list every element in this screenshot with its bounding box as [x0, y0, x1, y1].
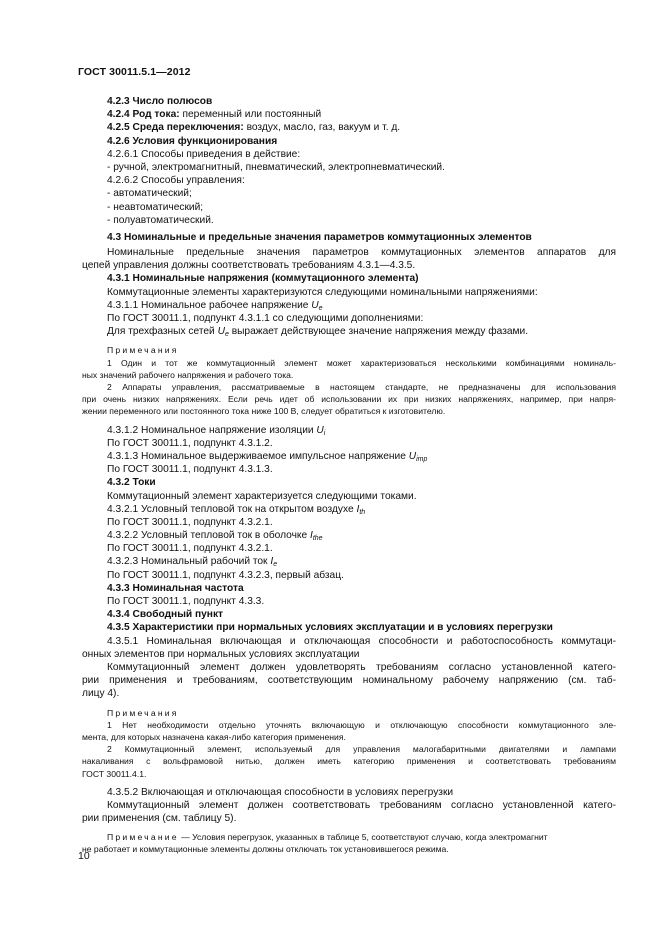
paragraph-line: По ГОСТ 30011.1, подпункт 4.3.2.3, первый абзац. — [107, 569, 344, 581]
list-item: - автоматический; — [107, 188, 192, 200]
paragraph-line — [82, 325, 616, 338]
symbol: I — [309, 530, 313, 542]
paragraph-line: Коммутационный элемент характеризуется следующими токами. — [107, 490, 417, 502]
notes-heading: Примечания — [107, 707, 179, 718]
paragraph-line: Коммутационный элемент должен удовлетворять требованиям согласно установленной катего- — [107, 661, 616, 673]
symbol: U — [311, 299, 319, 311]
paragraph-line: По ГОСТ 30011.1, подпункт 4.3.1.3. — [107, 464, 273, 476]
note-line: ГОСТ 30011.4.1. — [82, 768, 147, 779]
note-line: 2 Аппараты управления, рассматриваемые в настоящем стандарте, не предназначены для использования — [107, 381, 616, 392]
clause-text: 4.3.2.3 Номинальный рабочий ток — [107, 556, 271, 568]
symbol-subscript: e — [224, 331, 229, 339]
clause-4-3-1-2 — [82, 424, 616, 437]
clause-text: 4.3.1.3 Номинальное выдерживаемое импульсное напряжение — [107, 450, 409, 462]
clause-4-3-4: 4.3.4 Свободный пункт — [107, 609, 224, 621]
clause-title: 4.2.4 Род тока: — [107, 109, 180, 121]
clause-text: Для трехфазных сетей — [107, 326, 218, 338]
clause-4-3-1-1 — [82, 299, 616, 312]
note-line: мента, для которых назначена какая-либо категория применения. — [82, 731, 346, 742]
clause-4-2-4 — [82, 108, 616, 121]
section-4-3-heading: 4.3 Номинальные и предельные значения параметров коммутационных элементов — [107, 231, 532, 243]
paragraph-line: Коммутационные элементы характеризуются следующими номинальными напряжениями: — [107, 286, 538, 298]
paragraph-line: цепей управления должны соответствовать требованиям 4.3.1—4.3.5. — [82, 260, 416, 272]
clause-4-2-6-2: 4.2.6.2 Способы управления: — [107, 175, 245, 187]
clause-text: 4.3.2.2 Условный тепловой ток в оболочке — [107, 530, 310, 542]
page-body — [82, 95, 616, 856]
note-text: — Условия перегрузок, указанных в таблице 5, соответствуют случаю, когда электромагнит — [178, 832, 548, 843]
symbol-subscript: imp — [416, 455, 428, 463]
symbol: I — [356, 503, 360, 515]
page-header: ГОСТ 30011.5.1—2012 — [78, 66, 191, 78]
paragraph-line: рии применения и требованиям, соответствующим номинальному рабочему напряжению (см. таб- — [82, 675, 616, 687]
paragraph-line: лицу 4). — [82, 688, 120, 700]
clause-4-3-2-2 — [82, 529, 616, 542]
note-line: накаливания с вольфрамовой нитью, должен иметь категорию применения и соответствовать требованиям — [82, 756, 616, 767]
paragraph-line: По ГОСТ 30011.1, подпункт 4.3.2.1. — [107, 543, 273, 555]
symbol-subscript: e — [318, 304, 323, 312]
note-single — [82, 831, 616, 843]
clause-4-3-5: 4.3.5 Характеристики при нормальных условиях эксплуатации и в условиях перегрузки — [107, 622, 553, 634]
clause-4-3-5-2: 4.3.5.2 Включающая и отключающая способности в условиях перегрузки — [107, 786, 454, 798]
list-item: - ручной, электромагнитный, пневматический, электропневматический. — [107, 161, 445, 173]
note-line: при очень низких напряжениях. Если речь идет об использовании их при низких напряжениях, например, при напря- — [82, 394, 616, 405]
clause-4-3-2: 4.3.2 Токи — [107, 477, 156, 489]
notes-heading: Примечания — [107, 345, 179, 356]
paragraph-line: По ГОСТ 30011.1, подпункт 4.3.2.1. — [107, 516, 273, 528]
symbol-subscript: e — [273, 561, 278, 569]
symbol: I — [270, 556, 274, 568]
symbol: U — [408, 450, 417, 462]
clause-4-3-1-3 — [82, 450, 616, 463]
clause-4-3-1: 4.3.1 Номинальные напряжения (коммутационного элемента) — [107, 273, 419, 285]
symbol-subscript: i — [323, 429, 326, 437]
paragraph-line: По ГОСТ 30011.1, подпункт 4.3.3. — [107, 596, 265, 607]
clause-4-3-2-3 — [82, 555, 616, 568]
clause-text: воздух, масло, газ, вакуум и т. д. — [243, 122, 401, 134]
clause-text: 4.3.1.2 Номинальное напряжение изоляции — [107, 424, 317, 436]
note-label: Примечание — [107, 832, 179, 843]
clause-text: 4.3.2.1 Условный тепловой ток на открытом воздухе — [107, 503, 357, 515]
clause-4-3-3: 4.3.3 Номинальная частота — [107, 582, 244, 594]
clause-4-3-5-1: 4.3.5.1 Номинальная включающая и отключающая способности и работоспособность коммутаци- — [107, 635, 616, 647]
paragraph-line: По ГОСТ 30011.1, подпункт 4.3.1.2. — [107, 437, 273, 449]
clause-4-2-3: 4.2.3 Число полюсов — [107, 96, 213, 107]
note-line: не работает и коммутационные элементы должны отключать ток установившегося режима. — [82, 844, 449, 855]
clause-4-3-2-1 — [82, 503, 616, 516]
note-line: 2 Коммутационный элемент, используемый для управления малогабаритными двигателями и лампами — [107, 744, 616, 755]
list-item: - полуавтоматический. — [107, 214, 214, 226]
clause-4-2-6-1: 4.2.6.1 Способы приведения в действие: — [107, 148, 301, 160]
note-line: 1 Один и тот же коммутационный элемент может характеризоваться несколькими комбинациями номиналь- — [107, 357, 616, 368]
clause-4-2-5 — [82, 121, 616, 134]
paragraph-line: онных элементов при нормальных условиях эксплуатации — [82, 648, 360, 660]
list-item: - неавтоматический; — [107, 201, 204, 213]
note-line: ных значений рабочего напряжения и рабочего тока. — [82, 369, 294, 380]
clause-text: выражает действующее значение напряжения между фазами. — [228, 326, 529, 338]
clause-title: 4.2.5 Среда переключения: — [107, 122, 244, 134]
paragraph-line: рии применения (см. таблицу 5). — [82, 813, 237, 825]
note-line: 1 Нет необходимости отдельно уточнять включающую и отключающую способности коммутационного эле- — [107, 719, 616, 730]
page-number: 10 — [78, 850, 90, 862]
symbol-subscript: th — [359, 508, 366, 516]
paragraph-line: Номинальные предельные значения параметров коммутационных элементов аппаратов для — [107, 247, 616, 259]
note-line: жении переменного или постоянного тока ниже 100 В, следует обратиться к изготовителю. — [82, 406, 446, 417]
symbol-subscript: the — [312, 535, 323, 543]
paragraph-line: Коммутационный элемент должен соответствовать требованиям согласно установленной катего- — [107, 799, 616, 811]
paragraph-line: По ГОСТ 30011.1, подпункт 4.3.1.1 со следующими дополнениями: — [107, 313, 424, 325]
clause-text: 4.3.1.1 Номинальное рабочее напряжение — [107, 299, 312, 311]
symbol: U — [316, 424, 324, 436]
symbol: U — [217, 326, 225, 338]
clause-4-2-6: 4.2.6 Условия функционирования — [107, 135, 278, 147]
clause-text: переменный или постоянный — [179, 109, 322, 121]
